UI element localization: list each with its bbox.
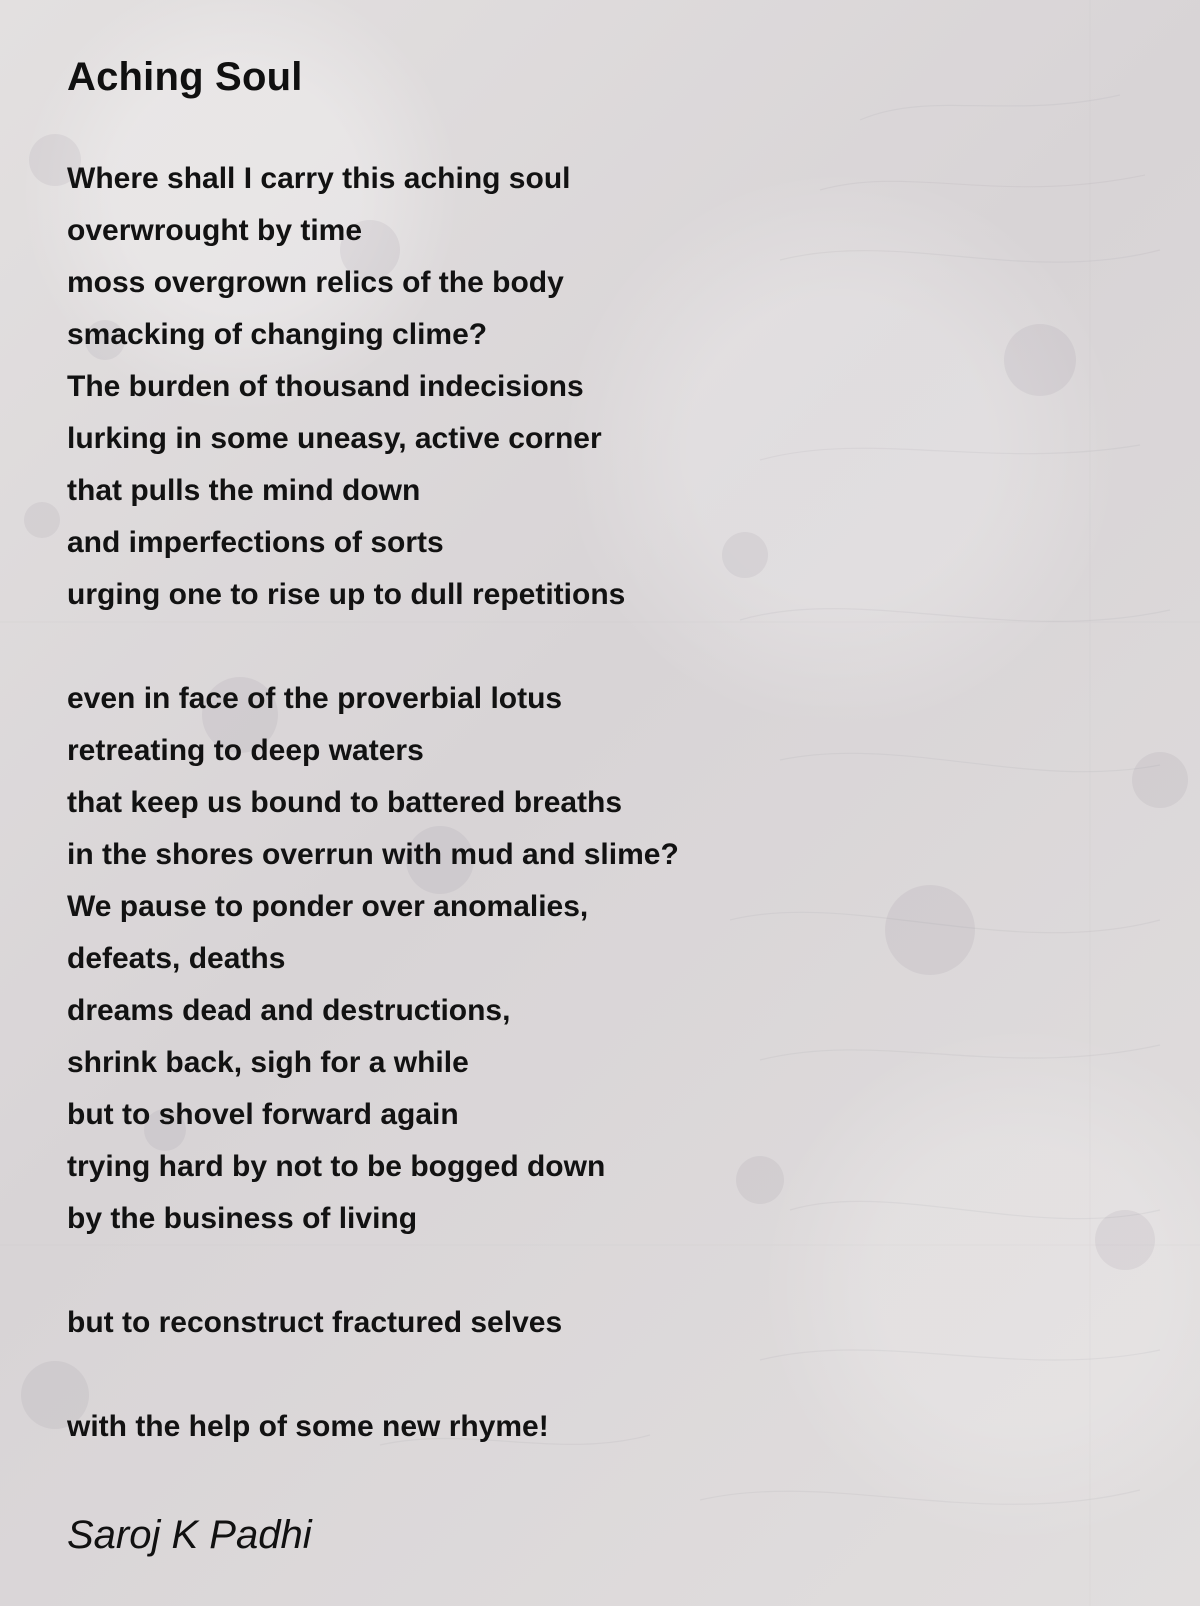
poem-line: in the shores overrun with mud and slime? <box>67 838 679 871</box>
poem-line: urging one to rise up to dull repetitions <box>67 578 626 611</box>
poem-line: defeats, deaths <box>67 942 286 975</box>
poem-content <box>67 48 1127 1561</box>
stanza-1 <box>67 153 1127 621</box>
poem-line: but to shovel forward again <box>67 1098 459 1131</box>
poem-line: Where shall I carry this aching soul <box>67 162 571 195</box>
poem-line: and imperfections of sorts <box>67 526 444 559</box>
poem-line: dreams dead and destructions, <box>67 994 511 1027</box>
poem-line: that pulls the mind down <box>67 474 421 507</box>
poem-title: Aching Soul <box>67 55 303 99</box>
poem-line: The burden of thousand indecisions <box>67 370 584 403</box>
poem-line: that keep us bound to battered breaths <box>67 786 623 819</box>
stanza-4 <box>67 1401 1127 1453</box>
poem-line: smacking of changing clime? <box>67 318 488 351</box>
poem-line: overwrought by time <box>67 214 363 247</box>
poem-line: retreating to deep waters <box>67 734 424 767</box>
poem-line: but to reconstruct fractured selves <box>67 1306 563 1339</box>
poem-line: even in face of the proverbial lotus <box>67 682 563 715</box>
poem-author: Saroj K Padhi <box>67 1513 312 1557</box>
poem-line: with the help of some new rhyme! <box>67 1410 549 1443</box>
stanza-3 <box>67 1297 1127 1349</box>
poem-line: shrink back, sigh for a while <box>67 1046 469 1079</box>
poem-line: lurking in some uneasy, active corner <box>67 422 602 455</box>
poem-line: moss overgrown relics of the body <box>67 266 564 299</box>
stanza-2 <box>67 673 1127 1245</box>
poem-line: We pause to ponder over anomalies, <box>67 890 589 923</box>
poem-line: trying hard by not to be bogged down <box>67 1150 606 1183</box>
poem-line: by the business of living <box>67 1202 418 1235</box>
